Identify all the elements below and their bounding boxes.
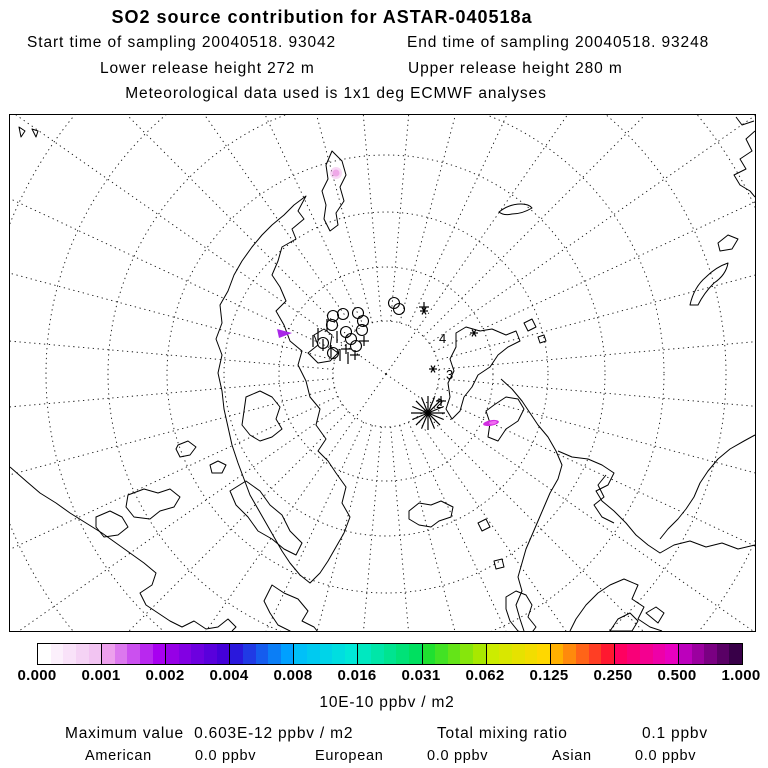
colorbar-cell bbox=[217, 644, 230, 664]
meridian-line bbox=[334, 427, 382, 631]
contribution-hotspot bbox=[277, 329, 292, 338]
source-american-value: 0.0 ppbv bbox=[195, 748, 257, 764]
coastline bbox=[96, 511, 128, 537]
colorbar-segment bbox=[550, 644, 614, 664]
colorbar-cell bbox=[512, 644, 525, 664]
colorbar-segment bbox=[357, 644, 421, 664]
coastline bbox=[734, 131, 755, 197]
colorbar-cell bbox=[256, 644, 269, 664]
meridian-line bbox=[416, 417, 730, 631]
waypoint-number: 4 bbox=[439, 331, 447, 346]
colorbar-cell bbox=[332, 644, 345, 664]
end-time-label: End time of sampling 20040518. 93248 bbox=[407, 34, 710, 51]
colorbar-tick-label: 0.125 bbox=[529, 667, 569, 684]
colorbar-cell bbox=[537, 644, 550, 664]
colorbar-cell bbox=[615, 644, 628, 664]
colorbar-cell bbox=[102, 644, 115, 664]
colorbar-cell bbox=[473, 644, 486, 664]
coastline bbox=[409, 501, 453, 527]
meridian-line bbox=[429, 115, 755, 344]
meridian-line bbox=[132, 115, 363, 326]
colorbar-cell bbox=[38, 644, 51, 664]
sampling-circle-marker bbox=[338, 309, 349, 320]
colorbar-cell bbox=[76, 644, 89, 664]
meridian-line bbox=[391, 427, 439, 631]
coastline bbox=[501, 379, 562, 631]
colorbar-cell bbox=[717, 644, 730, 664]
colorbar-cell bbox=[525, 644, 538, 664]
colorbar-cell bbox=[115, 644, 128, 664]
meridian-line bbox=[439, 322, 755, 370]
meridian-line bbox=[10, 219, 335, 361]
coastline bbox=[230, 481, 302, 555]
source-european-value: 0.0 ppbv bbox=[427, 748, 489, 764]
colorbar-segment bbox=[229, 644, 293, 664]
colorbar-cell bbox=[601, 644, 614, 664]
colorbar-cell bbox=[563, 644, 576, 664]
page-title: SO2 source contribution for ASTAR-040518a bbox=[111, 7, 533, 27]
colorbar-cell bbox=[179, 644, 192, 664]
meridian-line bbox=[10, 388, 335, 530]
lower-release-label: Lower release height 272 m bbox=[100, 60, 315, 77]
coastline bbox=[506, 591, 536, 631]
coastline bbox=[322, 151, 346, 231]
colorbar-cell bbox=[243, 644, 256, 664]
colorbar-tick-label: 0.062 bbox=[465, 667, 505, 684]
colorbar-cell bbox=[345, 644, 358, 664]
colorbar-cell bbox=[460, 644, 473, 664]
meridian-line bbox=[437, 219, 755, 361]
colorbar-cell bbox=[371, 644, 384, 664]
sampling-circle-marker bbox=[353, 308, 364, 319]
meridian-line bbox=[423, 115, 755, 337]
colorbar-cell bbox=[665, 644, 678, 664]
colorbar-tick-label: 0.500 bbox=[657, 667, 697, 684]
latitude-circle bbox=[108, 115, 664, 631]
maximum-value-label: Maximum value bbox=[65, 725, 184, 742]
colorbar-tick-label: 0.000 bbox=[17, 667, 57, 684]
coastline bbox=[486, 397, 524, 441]
colorbar-cell bbox=[140, 644, 153, 664]
colorbar-cell bbox=[51, 644, 64, 664]
colorbar-cell bbox=[153, 644, 166, 664]
colorbar-cell bbox=[358, 644, 371, 664]
meridian-line bbox=[231, 425, 373, 631]
meridian-line bbox=[408, 422, 639, 631]
meridian-line bbox=[423, 411, 755, 631]
meridian-line bbox=[10, 115, 349, 337]
colorbar-tick-label: 0.001 bbox=[81, 667, 121, 684]
colorbar-tick-label: 0.031 bbox=[401, 667, 441, 684]
map-frame bbox=[9, 114, 756, 632]
colorbar-cell bbox=[640, 644, 653, 664]
coastline bbox=[176, 441, 196, 457]
upper-release-label: Upper release height 280 m bbox=[408, 60, 623, 77]
latitude-circle bbox=[46, 115, 726, 631]
coastline bbox=[478, 519, 504, 569]
coastline bbox=[524, 319, 546, 343]
colorbar-cell bbox=[679, 644, 692, 664]
meridian-line bbox=[10, 115, 386, 374]
colorbar-cell bbox=[627, 644, 640, 664]
colorbar-cell bbox=[281, 644, 294, 664]
meridian-line bbox=[434, 120, 755, 351]
colorbar-cell bbox=[396, 644, 409, 664]
colorbar-cell bbox=[692, 644, 705, 664]
colorbar-cell bbox=[729, 644, 742, 664]
meridian-line bbox=[10, 120, 338, 351]
colorbar-cell bbox=[435, 644, 448, 664]
coastline bbox=[660, 435, 755, 539]
colorbar bbox=[37, 643, 743, 665]
start-time-label: Start time of sampling 20040518. 93042 bbox=[27, 34, 337, 51]
coastline bbox=[264, 585, 322, 631]
colorbar-segment bbox=[486, 644, 550, 664]
source-asian-value: 0.0 ppbv bbox=[635, 748, 697, 764]
meridian-line bbox=[10, 396, 338, 627]
map-svg bbox=[10, 115, 755, 631]
coastline bbox=[570, 579, 662, 631]
maximum-value-line bbox=[65, 725, 353, 743]
contribution-hotspot bbox=[333, 170, 340, 177]
colorbar-segment bbox=[38, 644, 101, 664]
colorbar-tick-label: 1.000 bbox=[721, 667, 761, 684]
coastline bbox=[19, 127, 38, 137]
colorbar-cell bbox=[307, 644, 320, 664]
meridian-line bbox=[434, 396, 755, 627]
total-mixing-ratio-value: 0.1 ppbv bbox=[642, 725, 708, 742]
meridian-line bbox=[132, 422, 363, 631]
source-american-label: American bbox=[85, 748, 152, 764]
colorbar-scale bbox=[17, 667, 761, 685]
colorbar-segment bbox=[614, 644, 678, 664]
coastline bbox=[718, 235, 738, 251]
meridian-line bbox=[10, 322, 333, 370]
colorbar-tick-label: 0.004 bbox=[209, 667, 249, 684]
coastline bbox=[210, 461, 226, 473]
colorbar-cell bbox=[191, 644, 204, 664]
coastline bbox=[594, 475, 614, 523]
colorbar-tick-label: 0.250 bbox=[593, 667, 633, 684]
colorbar-cell bbox=[384, 644, 397, 664]
coastline bbox=[10, 467, 236, 631]
meridian-line bbox=[386, 115, 730, 374]
colorbar-cell bbox=[320, 644, 333, 664]
meridian-line bbox=[42, 115, 356, 331]
colorbar-cell bbox=[487, 644, 500, 664]
meridian-line bbox=[334, 115, 382, 321]
colorbar-cell bbox=[204, 644, 217, 664]
colorbar-cell bbox=[589, 644, 602, 664]
colorbar-cell bbox=[704, 644, 717, 664]
coastline bbox=[126, 489, 180, 519]
meridian-line bbox=[231, 115, 373, 323]
waypoint-number: 3 bbox=[446, 367, 454, 382]
colorbar-cell bbox=[551, 644, 564, 664]
coastline bbox=[558, 451, 755, 553]
meridian-line bbox=[439, 379, 755, 427]
colorbar-tick-label: 0.008 bbox=[273, 667, 313, 684]
colorbar-segment bbox=[422, 644, 486, 664]
coastline bbox=[499, 204, 532, 215]
colorbar-cell bbox=[268, 644, 281, 664]
colorbar-cell bbox=[166, 644, 179, 664]
meridian-line bbox=[400, 115, 542, 323]
colorbar-cell bbox=[89, 644, 102, 664]
colorbar-segment bbox=[293, 644, 357, 664]
coastline bbox=[242, 391, 282, 441]
waypoint-number: 2 bbox=[436, 396, 444, 411]
colorbar-cell bbox=[448, 644, 461, 664]
source-asian-label: Asian bbox=[552, 748, 592, 764]
colorbar-segment bbox=[678, 644, 742, 664]
colorbar-cell bbox=[653, 644, 666, 664]
meridian-line bbox=[42, 374, 386, 631]
colorbar-cell bbox=[230, 644, 243, 664]
meridian-line bbox=[408, 115, 639, 326]
colorbar-cell bbox=[423, 644, 436, 664]
total-mixing-ratio-label: Total mixing ratio bbox=[437, 725, 568, 742]
colorbar-cell bbox=[294, 644, 307, 664]
maximum-value: 0.603E-12 ppbv / m2 bbox=[194, 725, 354, 742]
colorbar-units-label: 10E-10 ppbv / m2 bbox=[319, 694, 455, 711]
meridian-line bbox=[400, 425, 542, 631]
colorbar-cell bbox=[409, 644, 422, 664]
source-european-label: European bbox=[315, 748, 384, 764]
colorbar-cell bbox=[127, 644, 140, 664]
colorbar-cell bbox=[63, 644, 76, 664]
met-data-label: Meteorological data used is 1x1 deg ECMWF analyses bbox=[125, 85, 547, 102]
coastline bbox=[610, 607, 664, 631]
colorbar-segment bbox=[101, 644, 165, 664]
colorbar-tick-label: 0.016 bbox=[337, 667, 377, 684]
colorbar-segment bbox=[165, 644, 229, 664]
colorbar-cell bbox=[499, 644, 512, 664]
colorbar-tick-label: 0.002 bbox=[145, 667, 185, 684]
colorbar-cell bbox=[576, 644, 589, 664]
